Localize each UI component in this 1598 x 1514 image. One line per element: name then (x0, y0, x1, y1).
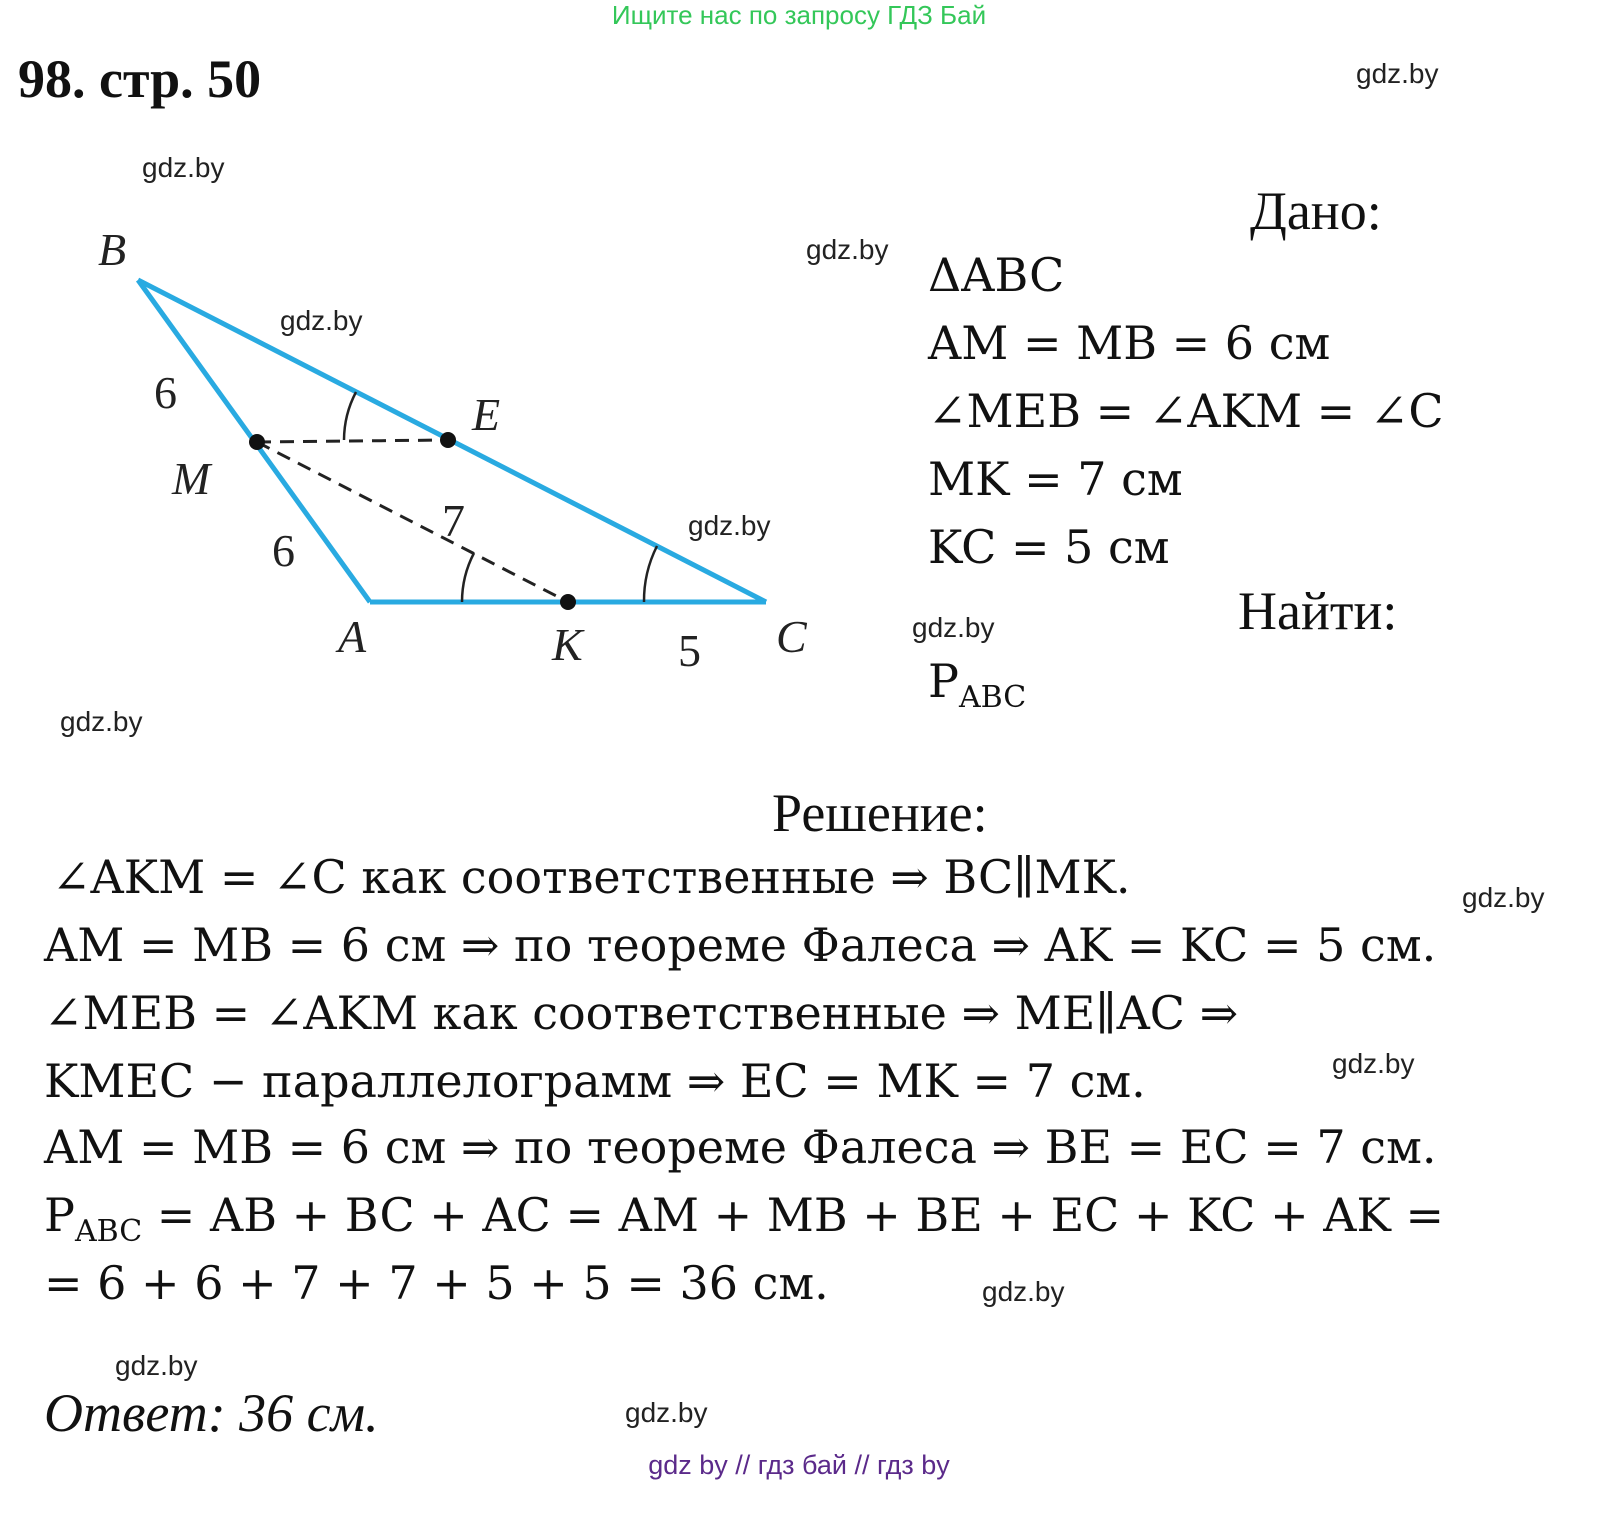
solution-heading: Решение: (772, 783, 988, 843)
perimeter-subscript: ABC (74, 1214, 143, 1250)
segment-mk (257, 442, 568, 602)
perimeter-symbol: P (44, 1188, 75, 1242)
given-line: AM = MB = 6 см (928, 316, 1331, 370)
watermark: gdz.by (60, 706, 143, 737)
angle-arc-c (644, 546, 657, 602)
watermark: gdz.by (625, 1397, 708, 1428)
watermark: gdz.by (806, 234, 889, 265)
angle-arc-akm (462, 553, 474, 602)
length-ma: 6 (272, 525, 295, 576)
given-heading: Дано: (1250, 181, 1382, 241)
triangle-figure (0, 0, 900, 720)
angle-arc-meb (344, 392, 356, 440)
label-e: E (472, 389, 501, 440)
search-banner: Ищите нас по запросу ГДЗ Бай (611, 0, 987, 30)
point-k (560, 594, 576, 610)
page-title: 98. стр. 50 (18, 49, 262, 109)
given-line: ∠MEB = ∠AKM = ∠C (928, 384, 1444, 438)
solution-line: AM = MB = 6 см ⇒ по теореме Фалеса ⇒ AK = KC = 5 см. (44, 918, 1437, 972)
perimeter-formula: = AB + BC + AC = AM + MB + BE + EC + KC + AK = (142, 1188, 1445, 1242)
label-a: A (338, 611, 367, 662)
watermark: gdz.by (142, 152, 225, 183)
label-c: C (776, 611, 807, 662)
label-k: K (552, 619, 583, 670)
segment-me (257, 440, 448, 442)
length-bm: 6 (154, 367, 177, 418)
solution-line: ∠AKM = ∠C как соответственные ⇒ BC∥MK. (52, 850, 1131, 904)
sum-line: = 6 + 6 + 7 + 7 + 5 + 5 = 36 см. (44, 1256, 829, 1310)
watermark: gdz.by (280, 305, 363, 336)
find-value (928, 654, 1026, 715)
perimeter-line (44, 1188, 1444, 1249)
watermark: gdz.by (1332, 1048, 1415, 1079)
label-b: B (98, 224, 127, 275)
solution-line: AM = MB = 6 см ⇒ по теореме Фалеса ⇒ BE = EC = 7 см. (44, 1120, 1437, 1174)
length-kc: 5 (678, 625, 701, 676)
solution-line: ∠MEB = ∠AKM как соответственные ⇒ ME∥AC ⇒ (44, 986, 1239, 1040)
watermark: gdz.by (982, 1276, 1065, 1307)
length-mk: 7 (442, 495, 465, 546)
answer-text: Ответ: 36 см. (44, 1383, 379, 1443)
perimeter-subscript: ABC (958, 680, 1027, 716)
perimeter-symbol: P (928, 654, 959, 708)
given-line: ΔABC (928, 248, 1065, 302)
find-heading: Найти: (1238, 581, 1398, 641)
watermark: gdz.by (1462, 882, 1545, 913)
footer-links: gdz by // гдз бай // гдз by (648, 1450, 950, 1480)
given-line: MK = 7 см (928, 452, 1183, 506)
point-m (249, 434, 265, 450)
watermark: gdz.by (912, 612, 995, 643)
watermark: gdz.by (688, 510, 771, 541)
given-line: KC = 5 см (928, 520, 1170, 574)
solution-line: KMEC − параллелограмм ⇒ EC = MK = 7 см. (44, 1054, 1146, 1108)
watermark: gdz.by (1356, 58, 1439, 89)
label-m: M (172, 453, 211, 504)
point-e (440, 432, 456, 448)
watermark: gdz.by (115, 1350, 198, 1381)
